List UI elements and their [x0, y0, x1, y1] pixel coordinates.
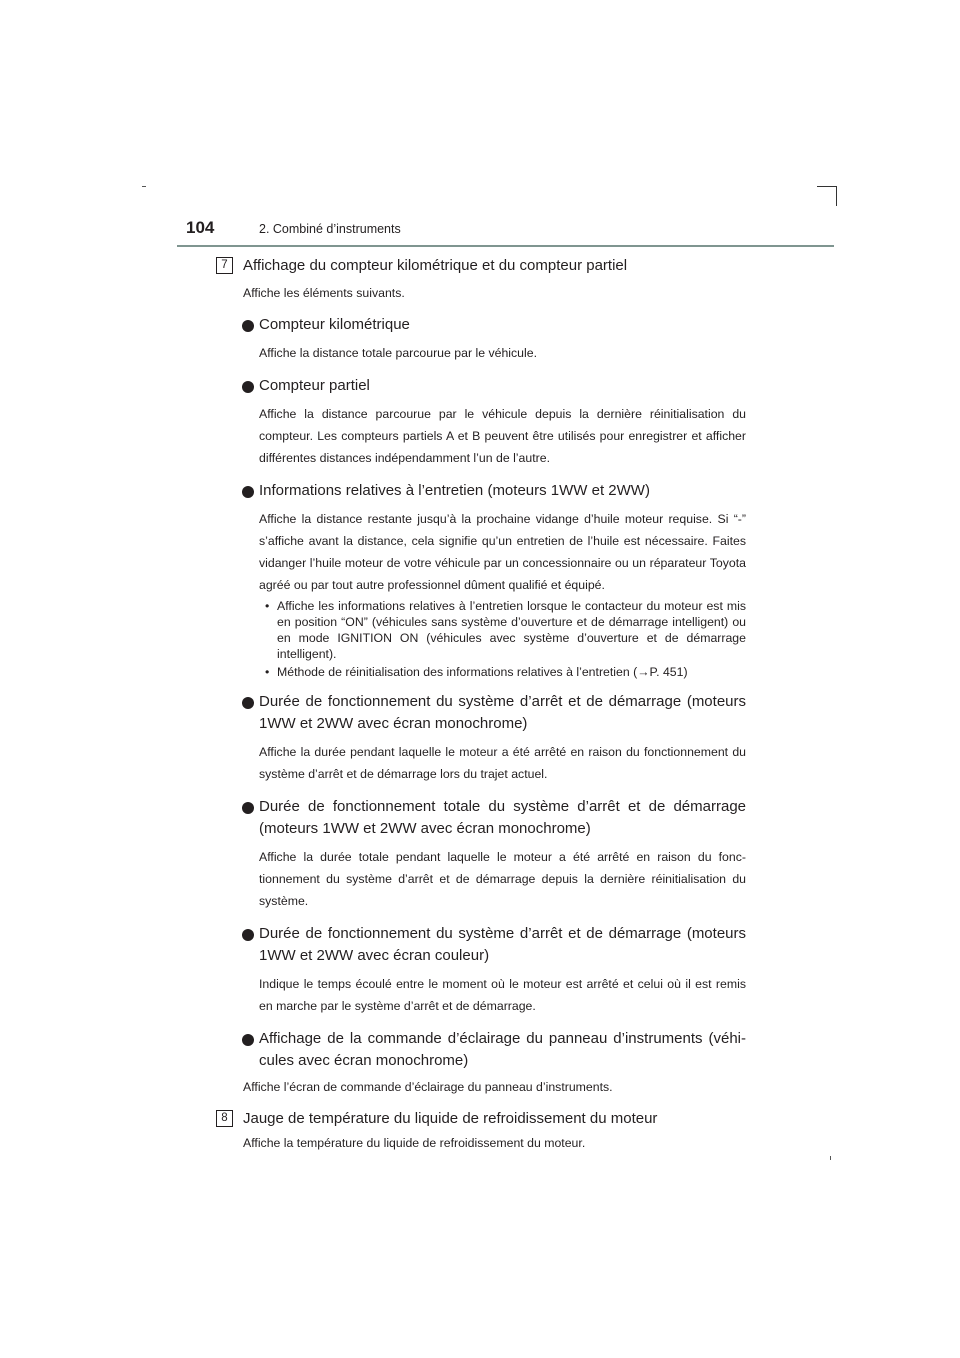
bullet-item-stop-start-total-mono — [216, 796, 746, 840]
bullet-item-stop-start-duration-mono — [216, 691, 746, 735]
header-rule — [177, 245, 834, 247]
bullet-title: Informations relatives à l’entretien (moteurs 1WW et 2WW) — [259, 482, 650, 499]
page-number: 104 — [186, 218, 215, 237]
bullet-item-maintenance-info — [216, 480, 746, 502]
sub-bullet-icon: • — [265, 665, 270, 679]
crop-mark-top-left — [142, 186, 146, 187]
sub-list — [259, 598, 746, 680]
bullet-description: Affiche la distance parcourue par le véhicule depuis la dernière réinitialisation du compteur. Les compteurs partiels A et B peuvent être utilisés pour enregistrer et afficher différentes distances indépendamment l’un de l’autre. — [259, 407, 746, 465]
bullet-icon — [242, 802, 254, 814]
crop-mark-top-right-vertical — [836, 186, 837, 206]
page-content — [216, 252, 746, 1153]
bullet-description: Indique le temps écoulé entre le moment où le moteur est arrêté et celui où il est remis en marche par le système d’arrêt et de démarrage. — [259, 977, 746, 1013]
bullet-title: Affichage de la commande d’éclairage du panneau d’instruments (véhicules avec écran monochrome) — [259, 1030, 746, 1069]
bullet-title: Durée de fonctionnement du système d’arrêt et de démarrage (moteurs 1WW et 2WW avec écran couleur) — [259, 925, 746, 964]
chapter-title: 2. Combiné d’instruments — [259, 222, 401, 236]
bullet-title: Durée de fonctionnement totale du système d’arrêt et de démarrage (moteurs 1WW et 2WW avec écran monochrome) — [259, 798, 746, 837]
bullet-title: Compteur partiel — [259, 377, 370, 394]
section-7-heading — [216, 255, 746, 277]
sub-item — [259, 598, 746, 662]
bullet-item-panel-light-control — [216, 1028, 746, 1072]
section-description: Affiche la température du liquide de refroidissement du moteur. — [243, 1136, 586, 1150]
section-title: Jauge de température du liquide de refroidissement du moteur — [243, 1110, 658, 1127]
bullet-description: Affiche la distance restante jusqu’à la prochaine vidange d’huile moteur requise. Si “-” s’affiche avant la distance, cela signifie qu’un entretien de l’huile est nécessaire. Faites vidanger l’huile moteur de votre véhicule par un concessionnaire ou un réparateur Toyota agréé ou par tout autre professionnel dûment qualifié et équipé. — [259, 512, 746, 592]
crop-mark-bottom-right — [830, 1156, 831, 1160]
bullet-item-odometer — [216, 314, 746, 336]
bullet-title: Durée de fonctionnement du système d’arrêt et de démarrage (moteurs 1WW et 2WW avec écran monochrome) — [259, 693, 746, 732]
bullet-icon — [242, 320, 254, 332]
bullet-icon — [242, 697, 254, 709]
section-title: Affichage du compteur kilométrique et du compteur partiel — [243, 257, 628, 274]
bullet-description: Affiche la durée totale pendant laquelle le moteur a été arrêté en raison du fonctionnement du système d’arrêt et de démarrage depuis la dernière réinitialisation du système. — [259, 850, 746, 908]
bullet-icon — [242, 486, 254, 498]
bullet-description: Affiche la durée pendant laquelle le moteur a été arrêté en raison du fonctionnement du système d’arrêt et de démarrage lors du trajet actuel. — [259, 745, 746, 781]
page-header — [186, 218, 836, 248]
bullet-icon — [242, 929, 254, 941]
section-number-badge: 8 — [216, 1110, 233, 1127]
section-number-badge: 7 — [216, 257, 233, 274]
sub-item — [259, 664, 746, 680]
crop-mark-top-right — [817, 186, 837, 187]
bullet-icon — [242, 1034, 254, 1046]
section-8-heading — [216, 1108, 746, 1130]
bullet-title: Compteur kilométrique — [259, 316, 410, 333]
section-closing-text: Affiche l’écran de commande d’éclairage du panneau d’instruments. — [243, 1080, 613, 1094]
sub-item-text: Affiche les informations relatives à l’entretien lorsque le contacteur du moteur est mis en position “ON” (véhicules sans système d’ouverture et de démarrage intelligent) ou en mode IGNITION ON (véhicules avec système d’ouverture et de démarrage intelligent). — [277, 599, 746, 661]
bullet-item-stop-start-duration-color — [216, 923, 746, 967]
bullet-item-trip-meter — [216, 375, 746, 397]
sub-item-text: Méthode de réinitialisation des informations relatives à l’entretien (→P. 451) — [277, 665, 688, 679]
bullet-icon — [242, 381, 254, 393]
section-description: Affiche les éléments suivants. — [243, 286, 405, 300]
sub-bullet-icon: • — [265, 599, 270, 613]
bullet-description: Affiche la distance totale parcourue par le véhicule. — [259, 346, 537, 360]
